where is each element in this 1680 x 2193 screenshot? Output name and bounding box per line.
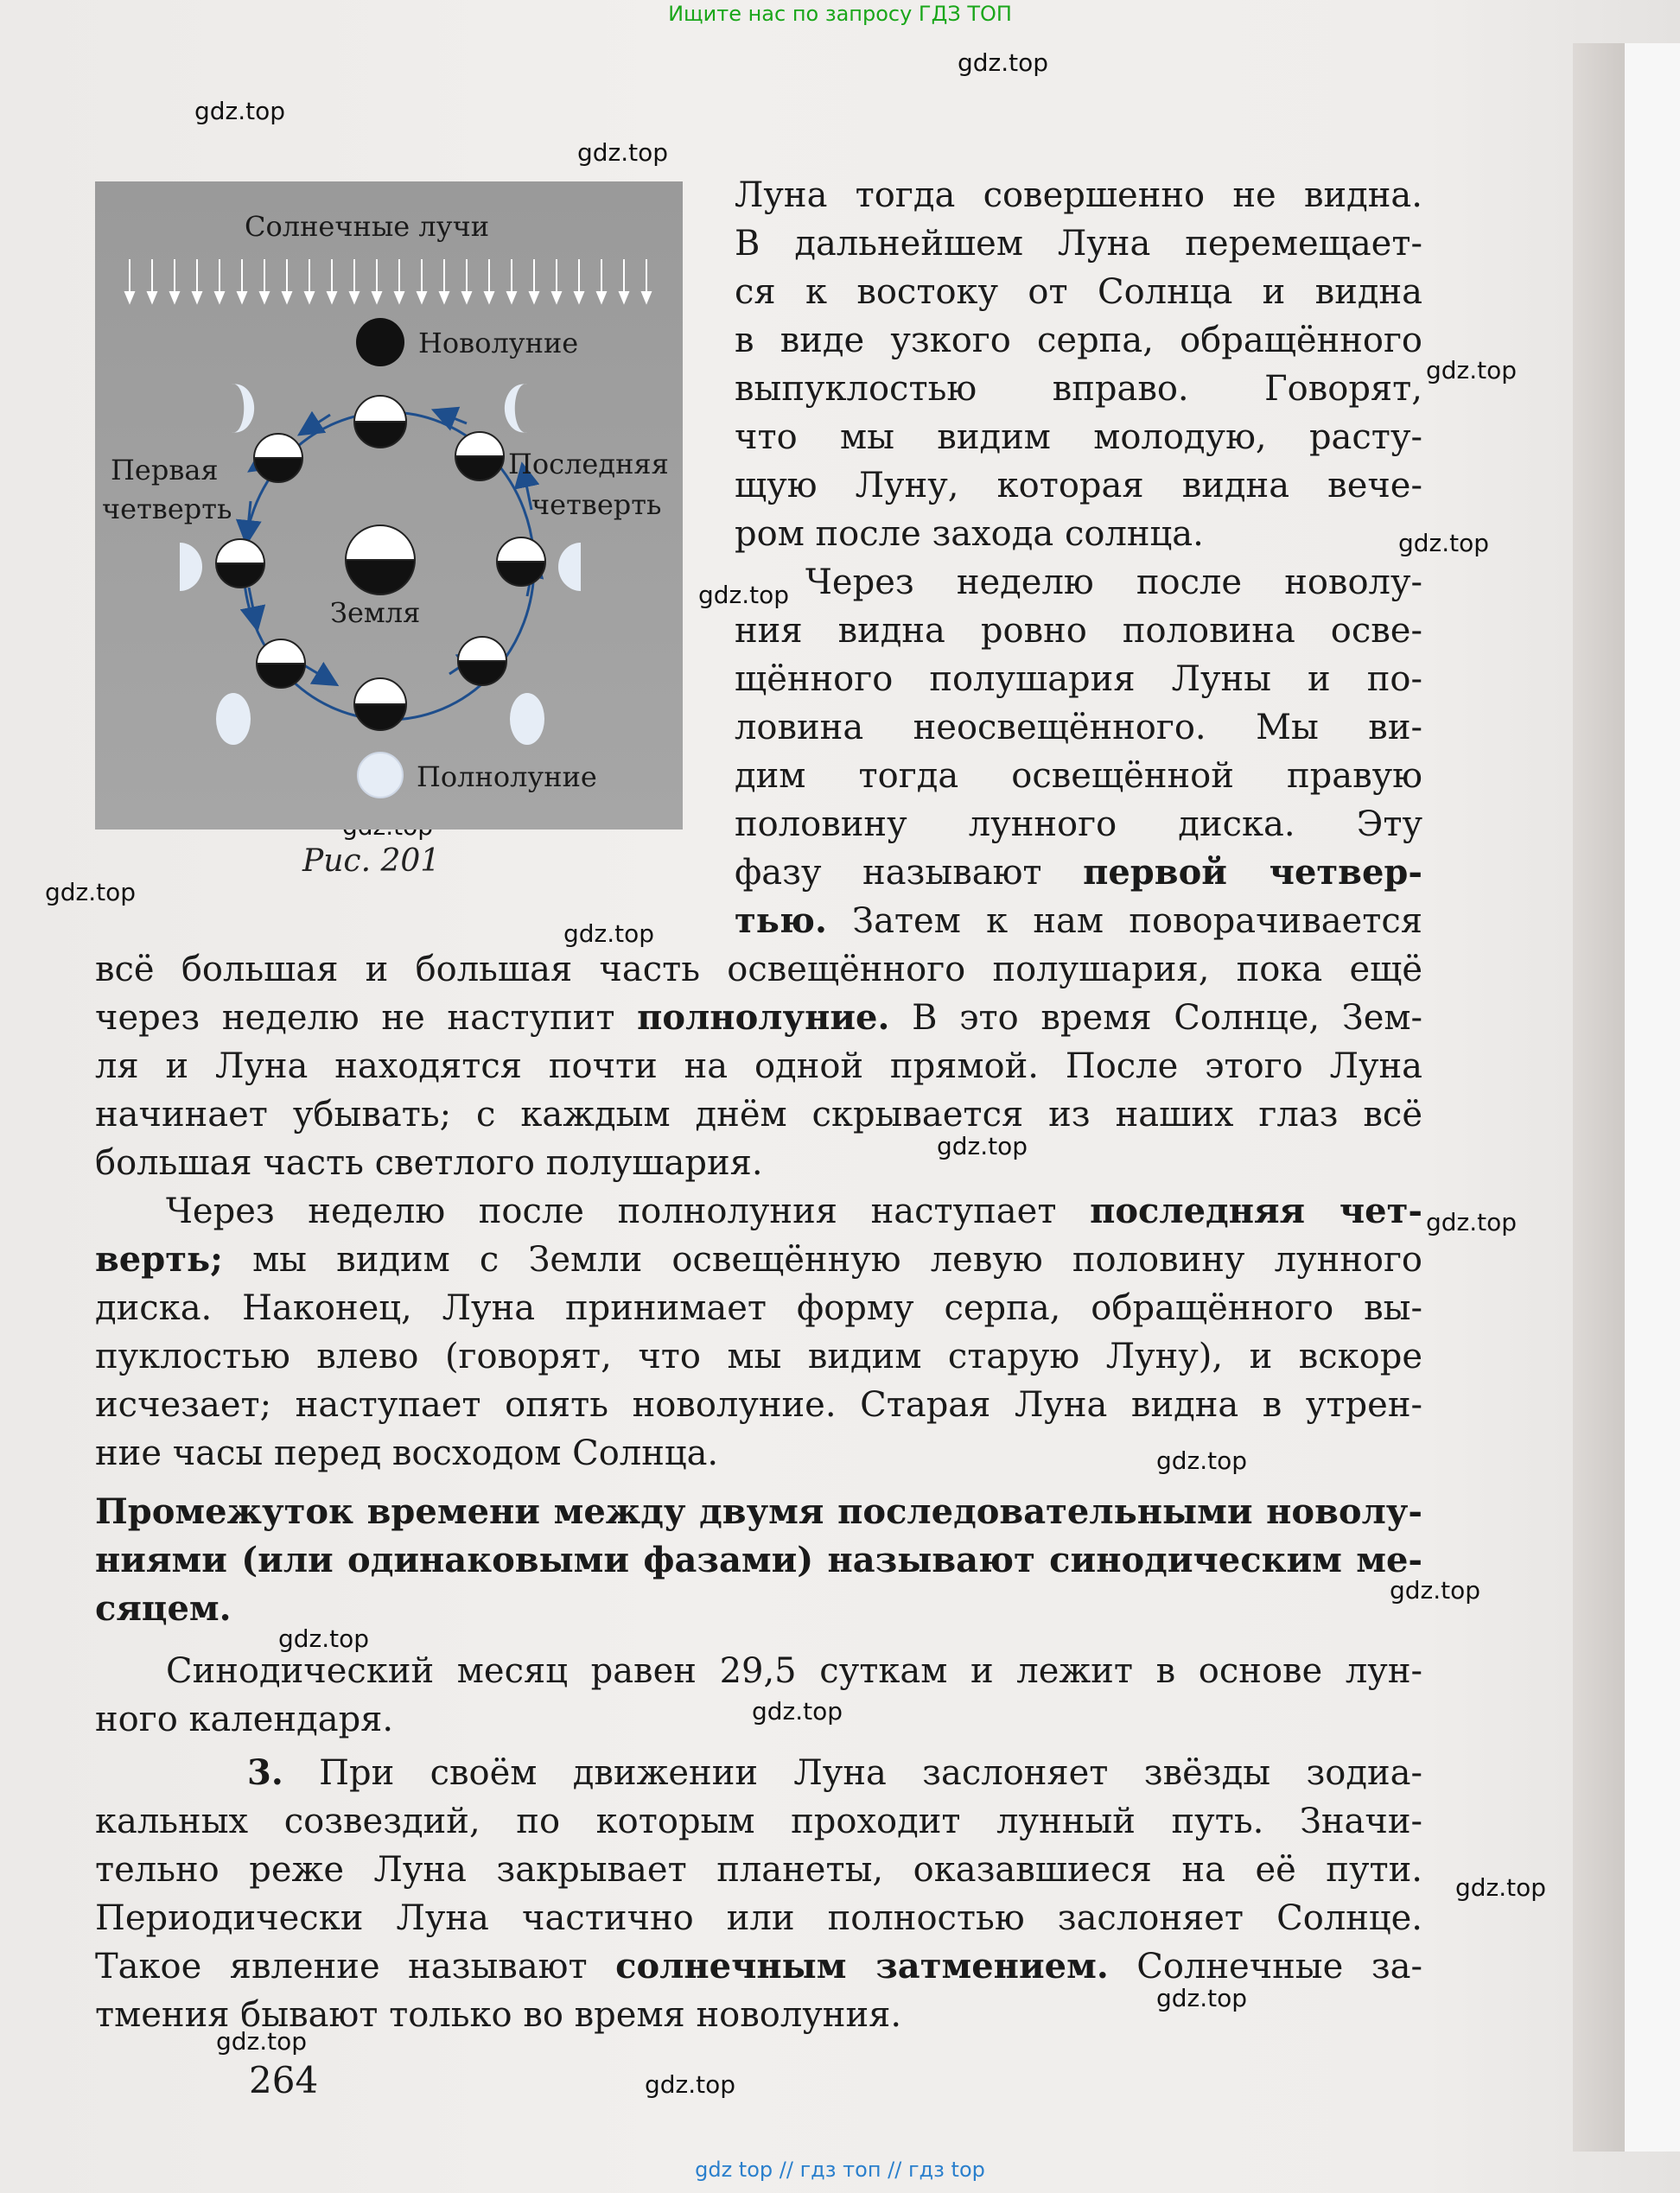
- watermark: gdz.top: [194, 97, 286, 125]
- text-line: выпуклостью вправо. Говорят,: [735, 369, 1422, 409]
- text-line: верть; мы видим с Земли освещённую левую половину лунного: [95, 1239, 1422, 1280]
- full-moon: [358, 753, 403, 798]
- text-line: щённого полушария Луны и по-: [735, 659, 1422, 699]
- watermark: gdz.top: [937, 1132, 1028, 1160]
- page-edge-margin: [1625, 43, 1680, 2152]
- text-line: дим тогда освещённой правую: [735, 756, 1422, 796]
- watermark: gdz.top: [577, 138, 669, 167]
- watermark: gdz.top: [1455, 1873, 1547, 1902]
- moon-phases-figure: [95, 181, 683, 830]
- text-line: Такое явление называют солнечным затмением. Солнечные за-: [95, 1946, 1423, 1986]
- text-line: тью. Затем к нам поворачивается: [735, 900, 1422, 941]
- text-line: Через неделю после новолу-: [805, 563, 1422, 602]
- watermark: gdz.top: [958, 48, 1049, 77]
- text-line: ного календаря.: [95, 1700, 394, 1739]
- new-moon: [356, 318, 404, 366]
- top-banner[interactable]: Ищите нас по запросу ГДЗ ТОП: [668, 2, 1012, 26]
- text-line: тмения бывают только во время новолуния.: [95, 1995, 902, 2035]
- text-line: большая часть светлого полушария.: [95, 1143, 763, 1183]
- text-line: ром после захода солнца.: [735, 514, 1204, 554]
- bottom-banner[interactable]: gdz top // гдз топ // гдз top: [695, 2158, 985, 2182]
- text-line: ся к востоку от Солнца и видна: [735, 272, 1422, 312]
- watermark: gdz.top: [698, 581, 790, 609]
- earth: [346, 525, 415, 594]
- text-line: начинает убывать; с каждым днём скрывается из наших глаз всё: [95, 1095, 1422, 1135]
- text-line: тельно реже Луна закрывает планеты, оказавшиеся на её пути.: [95, 1850, 1422, 1890]
- text-line: Через неделю после полнолуния наступает последняя чет-: [166, 1191, 1422, 1231]
- watermark: gdz.top: [45, 878, 137, 906]
- definition-line: Промежуток времени между двумя последовательными новолу-: [95, 1491, 1422, 1532]
- text-line: В дальнейшем Луна перемещает-: [735, 224, 1422, 264]
- text-line: в виде узкого серпа, обращённого: [735, 321, 1422, 360]
- watermark: gdz.top: [216, 2027, 308, 2056]
- text-line: кальных созвездий, по которым проходит лунный путь. Значи-: [95, 1802, 1422, 1841]
- text-line: ния видна ровно половина осве-: [735, 611, 1422, 651]
- text-line: Синодический месяц равен 29,5 суткам и лежит в основе лун-: [166, 1651, 1422, 1691]
- first-quarter-label: четверть: [102, 493, 232, 525]
- text-line: пуклостью влево (говорят, что мы видим старую Луну), и вскоре: [95, 1337, 1422, 1376]
- sun-rays: [125, 259, 651, 302]
- last-quarter-label: Последняя: [508, 448, 669, 480]
- page-number: 264: [249, 2059, 319, 2101]
- text-line: щую Луну, которая видна вече-: [735, 466, 1422, 505]
- text-line: диска. Наконец, Луна принимает форму серпа, обращённого вы-: [95, 1288, 1422, 1328]
- text-line: фазу называют первой четвер-: [735, 852, 1422, 893]
- full-moon-label: Полнолуние: [417, 760, 597, 793]
- watermark: gdz.top: [563, 919, 655, 948]
- earth-label: Земля: [330, 596, 421, 629]
- sun-rays-label: Солнечные лучи: [245, 210, 490, 243]
- definition-line: ниями (или одинаковыми фазами) называют синодическим ме-: [95, 1540, 1422, 1580]
- text-line: всё большая и большая часть освещённого полушария, пока ещё: [95, 950, 1422, 989]
- text-line: ля и Луна находятся почти на одной прямой. После этого Луна: [95, 1046, 1422, 1086]
- text-line: Луна тогда совершенно не видна.: [735, 175, 1422, 215]
- watermark: gdz.top: [1390, 1576, 1481, 1605]
- text-line: 3. При своём движении Луна заслоняет звёзды зодиа-: [247, 1752, 1422, 1793]
- text-line: половину лунного диска. Эту: [735, 804, 1422, 844]
- watermark: gdz.top: [278, 1624, 370, 1653]
- new-moon-label: Новолуние: [418, 327, 579, 359]
- figure-caption: Рис. 201: [302, 843, 441, 879]
- text-line: Периодически Луна частично или полностью заслоняет Солнце.: [95, 1898, 1422, 1938]
- text-line: ловина неосвещённого. Мы ви-: [735, 708, 1422, 747]
- watermark: gdz.top: [1426, 356, 1518, 385]
- watermark: gdz.top: [1398, 529, 1490, 557]
- last-quarter-label: четверть: [531, 488, 662, 521]
- first-quarter-label: Первая: [111, 454, 219, 486]
- watermark: gdz.top: [645, 2070, 736, 2099]
- text-line: ние часы перед восходом Солнца.: [95, 1433, 719, 1473]
- text-line: исчезает; наступает опять новолуние. Старая Луна видна в утрен-: [95, 1385, 1422, 1425]
- definition-line: сяцем.: [95, 1588, 232, 1629]
- text-line: что мы видим молодую, расту-: [735, 417, 1422, 457]
- watermark: gdz.top: [1156, 1984, 1248, 2012]
- watermark: gdz.top: [752, 1697, 843, 1726]
- watermark: gdz.top: [1426, 1208, 1518, 1236]
- watermark: gdz.top: [1156, 1446, 1248, 1475]
- text-line: через неделю не наступит полнолуние. В это время Солнце, Зем-: [95, 997, 1422, 1038]
